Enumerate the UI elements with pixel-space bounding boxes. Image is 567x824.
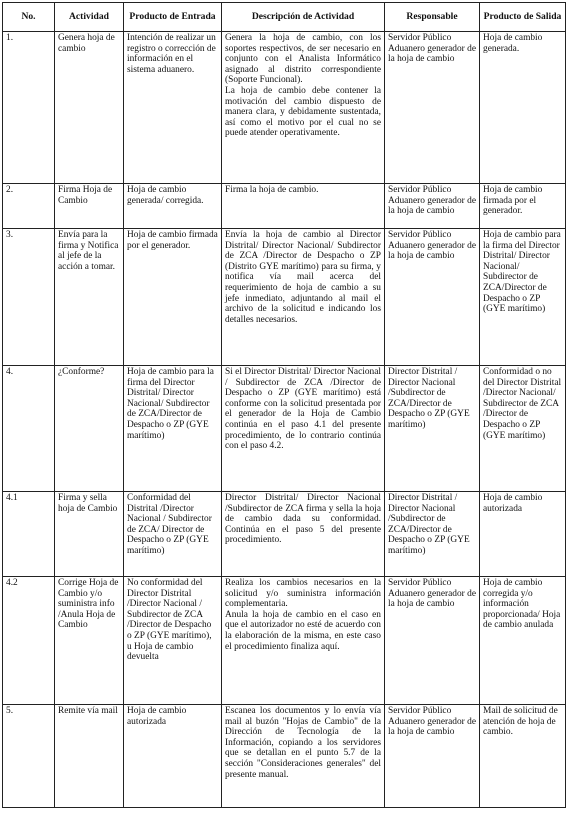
cell-no: 1. <box>3 32 55 184</box>
header-actividad: Actividad <box>55 3 124 32</box>
cell-salida: Hoja de cambio corregida y/o información proporcionada/ Hoja de cambio anulada <box>480 577 566 705</box>
header-no: No. <box>3 3 55 32</box>
cell-actividad: Corrige Hoja de Cambio y/o suministra info /Anula Hoja de Cambio <box>55 577 124 705</box>
cell-responsable: Servidor Público Aduanero generador de la hoja de cambio <box>385 229 480 366</box>
cell-descripcion <box>222 492 385 577</box>
desc-paragraph: Director Distrital/ Director Nacional /Subdirector de ZCA firma y sella la hoja de cambio dada su conformidad. Continúa en el paso 5 del presente procedimiento. <box>225 493 381 546</box>
cell-salida: Hoja de cambio autorizada <box>480 492 566 577</box>
desc-paragraph: Anula la hoja de cambio en el caso en que el autorizador no esté de acuerdo con la elaboración de la misma, en este caso el procedimiento finaliza aquí. <box>225 609 381 652</box>
cell-actividad: Firma Hoja de Cambio <box>55 184 124 229</box>
cell-actividad: Envía para la firma y Notifica al jefe de la acción a tomar. <box>55 229 124 366</box>
cell-actividad: Remite vía mail <box>55 705 124 808</box>
cell-responsable: Servidor Público Aduanero generador de la hoja de cambio <box>385 577 480 705</box>
cell-entrada: Hoja de cambio para la firma del Director Distrital/ Director Nacional/ Subdirector de ZCA/Director de Despacho o ZP (GYE marítimo) <box>124 366 222 492</box>
cell-no: 5. <box>3 705 55 808</box>
header-responsable: Responsable <box>385 3 480 32</box>
cell-descripcion <box>222 32 385 184</box>
desc-paragraph: Escanea los documentos y lo envía vía mail al buzón "Hojas de Cambio" de la Dirección de Tecnología de la Información, copiando a los servidores que se detallan en el punto 5.7 de la sección "Consideraciones generales" del presente manual. <box>225 706 381 780</box>
cell-salida: Hoja de cambio para la firma del Director Distrital/ Director Nacional/ Subdirector de ZCA/Director de Despacho o ZP (GYE marítimo) <box>480 229 566 366</box>
table-row <box>3 577 566 705</box>
cell-responsable: Servidor Público Aduanero generador de la hoja de cambio <box>385 705 480 808</box>
cell-descripcion <box>222 366 385 492</box>
cell-actividad: Genera hoja de cambio <box>55 32 124 184</box>
cell-actividad: Firma y sella hoja de Cambio <box>55 492 124 577</box>
cell-entrada: Hoja de cambio autorizada <box>124 705 222 808</box>
table-row <box>3 705 566 808</box>
table-row <box>3 32 566 184</box>
cell-no: 2. <box>3 184 55 229</box>
cell-entrada: Hoja de cambio firmada por el generador. <box>124 229 222 366</box>
table-row <box>3 229 566 366</box>
cell-responsable: Servidor Público Aduanero generador de la hoja de cambio <box>385 32 480 184</box>
desc-paragraph: La hoja de cambio debe contener la motivación del cambio dispuesto de manera clara, y debidamente sustentada, así como el motivo por el cual no se puede atender operativamente. <box>225 85 381 139</box>
cell-descripcion <box>222 577 385 705</box>
cell-entrada: Conformidad del Distrital /Director Nacional / Subdirector de ZCA/ Director de Despacho o ZP (GYE marítimo) <box>124 492 222 577</box>
header-descripcion: Descripción de Actividad <box>222 3 385 32</box>
table-row <box>3 492 566 577</box>
cell-descripcion <box>222 229 385 366</box>
cell-salida: Hoja de cambio generada. <box>480 32 566 184</box>
cell-descripcion <box>222 705 385 808</box>
header-producto-entrada: Producto de Entrada <box>124 3 222 32</box>
cell-entrada: No conformidad del Director Distrital /Director Nacional / Subdirector de ZCA /Director de Despacho o ZP (GYE marítimo), u Hoja de cambio devuelta <box>124 577 222 705</box>
procedure-table <box>2 2 566 808</box>
desc-paragraph: Genera la hoja de cambio, con los soportes respectivos, de ser necesario en conjunto con el Analista Informático asignado al distrito correspondiente (Soporte Funcional). <box>225 33 381 86</box>
cell-responsable: Servidor Público Aduanero generador de la hoja de cambio <box>385 184 480 229</box>
table-row <box>3 366 566 492</box>
cell-descripcion <box>222 184 385 229</box>
cell-entrada: Intención de realizar un registro o corrección de información en el sistema aduanero. <box>124 32 222 184</box>
cell-no: 4. <box>3 366 55 492</box>
cell-no: 4.2 <box>3 577 55 705</box>
cell-responsable: Director Distrital / Director Nacional /Subdirector de ZCA/Director de Despacho o ZP (GYE marítimo) <box>385 492 480 577</box>
cell-salida: Hoja de cambio firmada por el generador. <box>480 184 566 229</box>
header-row <box>3 3 566 32</box>
header-producto-salida: Producto de Salida <box>480 3 566 32</box>
desc-paragraph: Firma la hoja de cambio. <box>225 185 319 195</box>
desc-paragraph: Si el Director Distrital/ Director Nacional / Subdirector de ZCA /Director de Despacho o ZP (GYE marítimo) está conforme con la solicitud presentada por el generador de la Hoja de Cambio continúa en el paso 4.1 del presente procedimiento, de lo contrario continúa con el paso 4.2. <box>225 367 381 452</box>
cell-entrada: Hoja de cambio generada/ corregida. <box>124 184 222 229</box>
cell-salida: Mail de solicitud de atención de hoja de cambio. <box>480 705 566 808</box>
desc-paragraph: Realiza los cambios necesarios en la solicitud y/o suministra información complementaria. <box>225 578 381 610</box>
cell-salida: Conformidad o no del Director Distrital /Director Nacional/ Subdirector de ZCA /Director de Despacho o ZP (GYE marítimo) <box>480 366 566 492</box>
cell-no: 4.1 <box>3 492 55 577</box>
table-row <box>3 184 566 229</box>
cell-responsable: Director Distrital / Director Nacional /Subdirector de ZCA/Director de Despacho o ZP (GYE marítimo) <box>385 366 480 492</box>
cell-no: 3. <box>3 229 55 366</box>
cell-actividad: ¿Conforme? <box>55 366 124 492</box>
desc-paragraph: Envía la hoja de cambio al Director Distrital/ Director Nacional/ Subdirector de ZCA /Director de Despacho o ZP (Distrito GYE marítimo) para su firma, y notifica vía mail acerca del requerimiento de hoja de cambio a su jefe inmediato, adjuntando al mail el archivo de la solicitud e indicando los detalles necesarios. <box>225 230 381 325</box>
